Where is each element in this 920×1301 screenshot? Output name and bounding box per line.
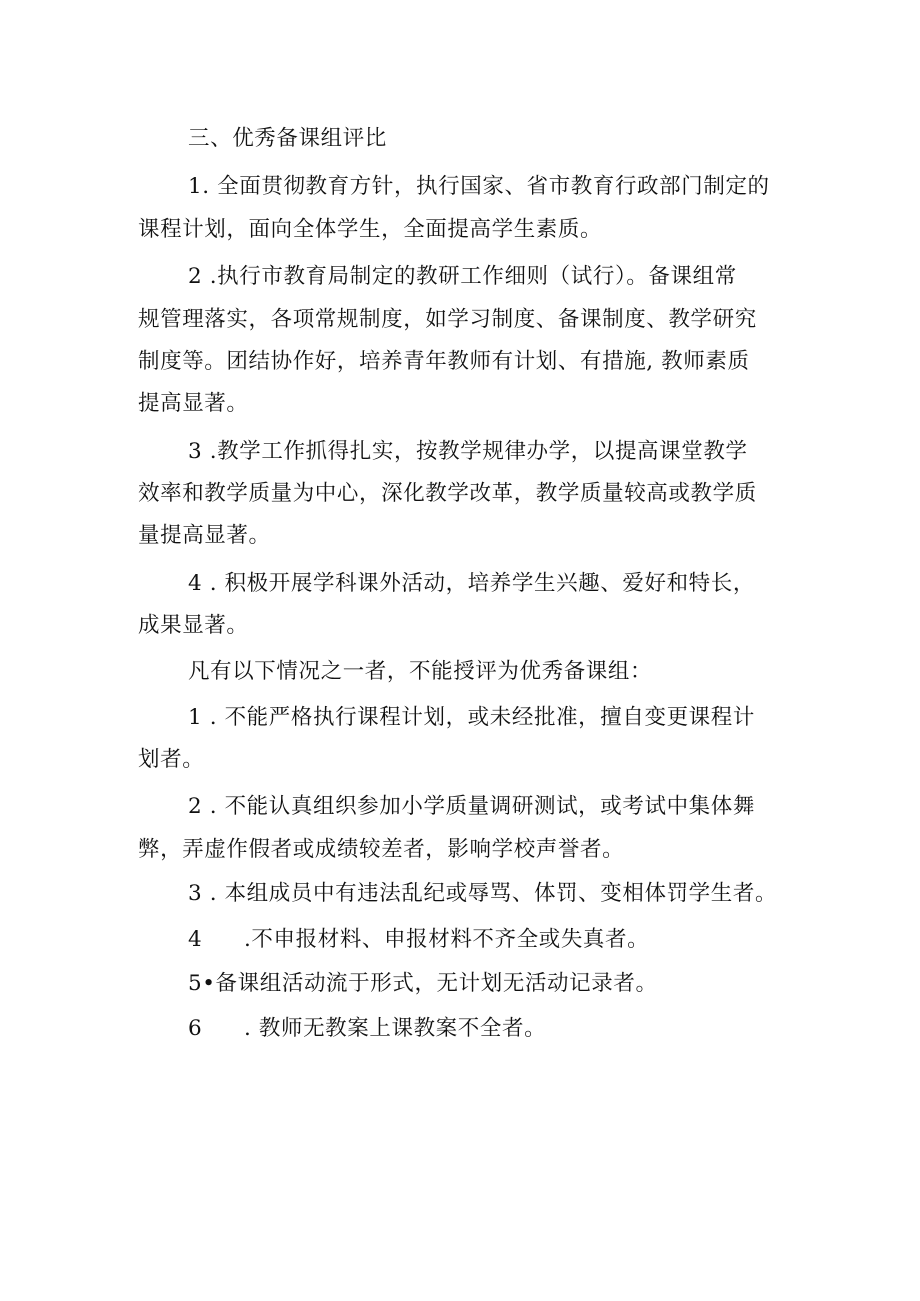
exclusion-1-line-2: 划者。 xyxy=(138,747,205,772)
exclusion-3-line-1: 3 . 本组成员中有违法乱纪或辱骂、体罚、变相体罚学生者。 xyxy=(188,881,778,906)
exclusion-4-number: 4 xyxy=(188,927,203,952)
criterion-1-line-1: 1. 全面贯彻教育方针，执行国家、省市教育行政部门制定的 xyxy=(188,174,770,199)
exclusion-6-number: 6 xyxy=(188,1016,203,1041)
criterion-2-line-2: 规管理落实，各项常规制度，如学习制度、备课制度、教学研究 xyxy=(138,307,757,332)
criterion-2-line-4: 提高显著。 xyxy=(138,391,249,416)
criterion-2-line-1: 2 .执行市教育局制定的教研工作细则（试行）。备课组常 xyxy=(188,264,737,289)
exclusion-2-line-2: 弊，弄虚作假者或成绩较差者，影响学校声誉者。 xyxy=(138,837,625,862)
exclusion-6-text: . 教师无教案上课教案不全者。 xyxy=(244,1016,547,1041)
section-title: 三、优秀备课组评比 xyxy=(188,126,387,151)
criterion-1-line-2: 课程计划，面向全体学生，全面提高学生素质。 xyxy=(138,217,603,242)
exclusion-4-text: .不申报材料、申报材料不齐全或失真者。 xyxy=(244,927,650,952)
criterion-3-line-3: 量提高显著。 xyxy=(138,523,271,548)
criterion-3-line-2: 效率和教学质量为中心，深化教学改革，教学质量较高或教学质 xyxy=(138,481,757,506)
exclusion-1-line-1: 1 . 不能严格执行课程计划，或未经批准，擅自变更课程计 xyxy=(188,705,755,730)
exclusion-intro: 凡有以下情况之一者，不能授评为优秀备课组： xyxy=(188,659,653,684)
exclusion-2-line-1: 2 . 不能认真组织参加小学质量调研测试，或考试中集体舞 xyxy=(188,794,755,819)
criterion-4-line-1: 4 . 积极开展学科课外活动，培养学生兴趣、爱好和特长， xyxy=(188,571,755,596)
criterion-3-line-1: 3 .教学工作抓得扎实，按教学规律办学，以提高课堂教学 xyxy=(188,439,748,464)
criterion-2-line-3: 制度等。团结协作好，培养青年教师有计划、有措施, 教师素质 xyxy=(138,349,750,374)
exclusion-5-line-1: 5•备课组活动流于形式，无计划无活动记录者。 xyxy=(188,971,658,996)
exclusion-6-line xyxy=(188,1014,546,1044)
exclusion-4-line xyxy=(188,925,649,955)
criterion-4-line-2: 成果显著。 xyxy=(138,613,249,638)
